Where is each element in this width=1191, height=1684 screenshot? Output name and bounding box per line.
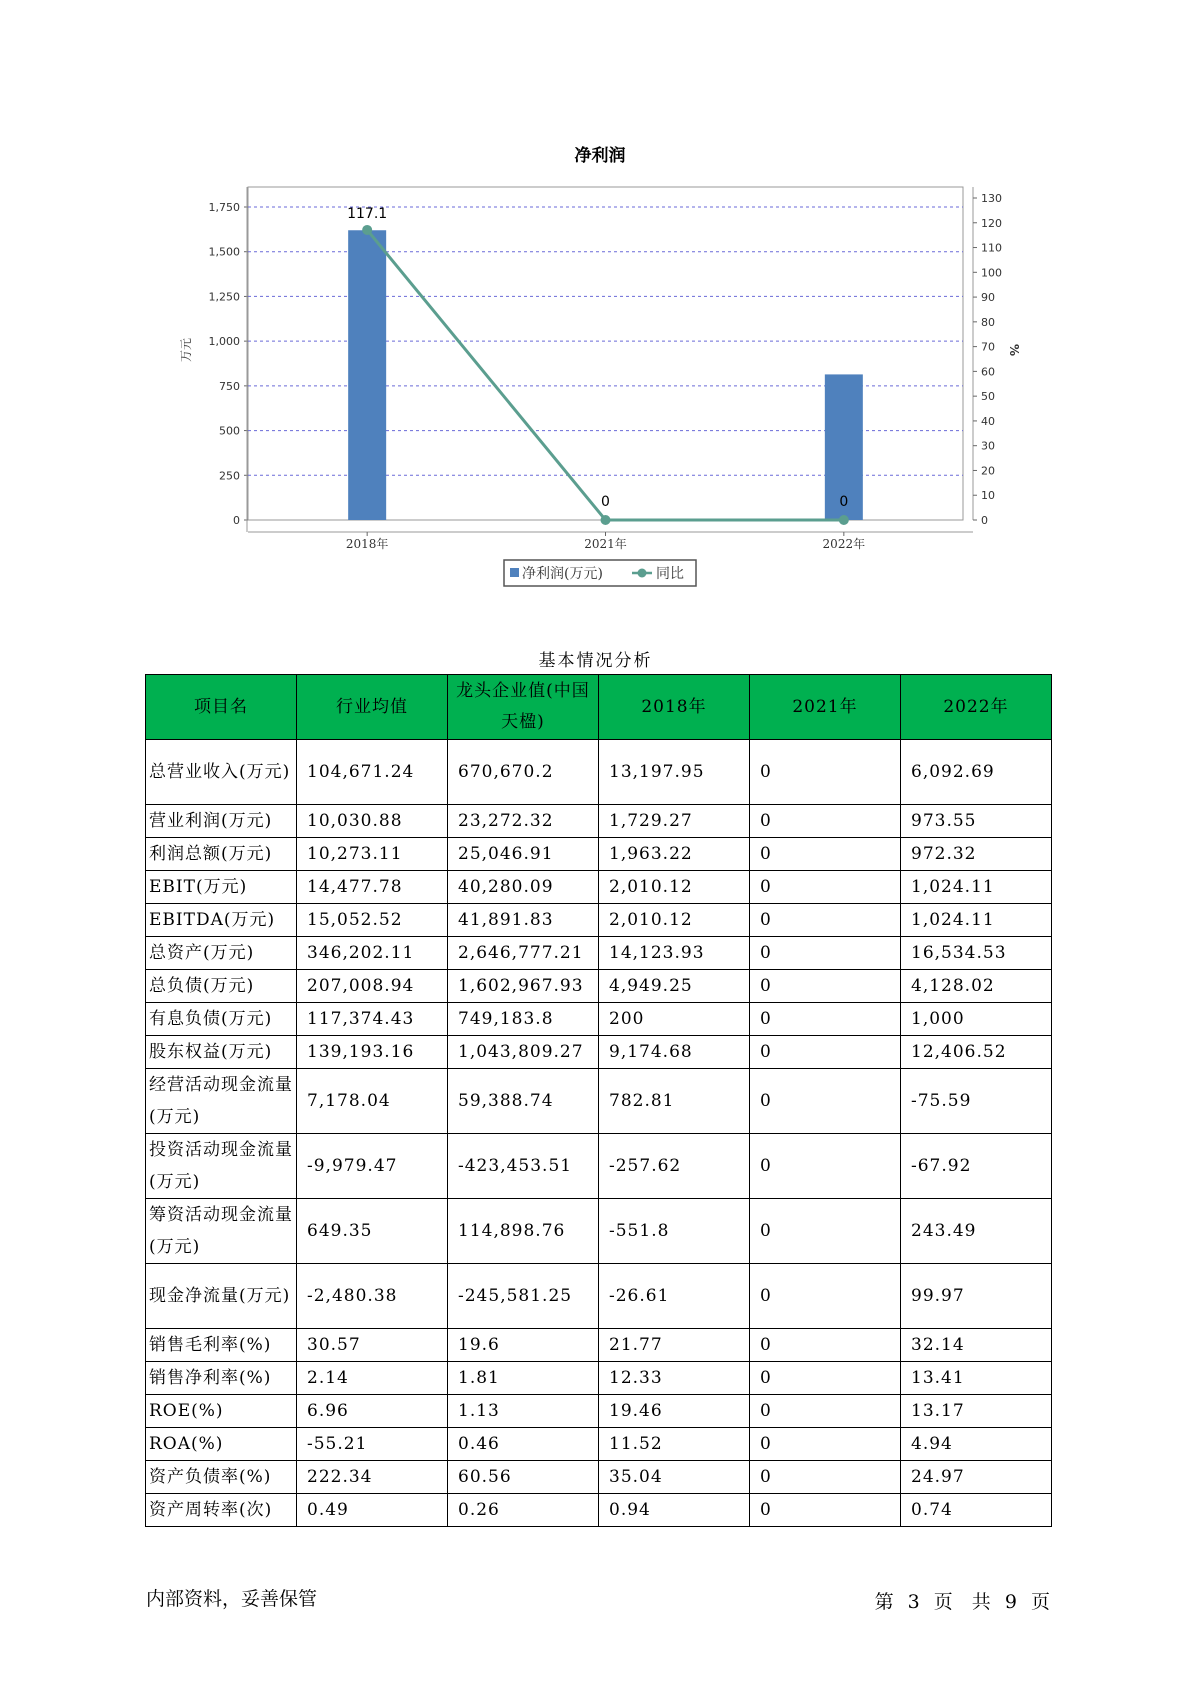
value-cell: 0.46 [448,1428,599,1461]
value-cell: 0 [750,1494,901,1527]
value-cell: 13.17 [901,1395,1052,1428]
y-tick-label: 500 [219,424,240,438]
value-cell: 0 [750,904,901,937]
value-cell: 2,010.12 [599,871,750,904]
value-cell: -26.61 [599,1264,750,1329]
value-cell: 2.14 [297,1362,448,1395]
page-prefix: 第 [874,1591,894,1613]
y-tick-label: 1,000 [208,335,240,349]
y2-tick-label: 50 [981,390,995,404]
value-cell: 59,388.74 [448,1069,599,1134]
table-row [146,838,1052,871]
value-cell: 0 [750,1362,901,1395]
value-cell: 21.77 [599,1329,750,1362]
value-cell: 12.33 [599,1362,750,1395]
table-row [146,937,1052,970]
table-header-cell: 行业均值 [297,675,448,740]
value-cell: 6.96 [297,1395,448,1428]
table-row [146,1428,1052,1461]
value-cell: 0.49 [297,1494,448,1527]
y-axis-label: 万元 [179,337,193,363]
y-tick-label: 1,500 [208,245,240,259]
row-label-cell: 筹资活动现金流量(万元) [146,1199,297,1264]
page-current: 3 [907,1591,920,1613]
y2-tick-label: 0 [981,514,988,527]
value-cell: 23,272.32 [448,805,599,838]
row-label-cell: 总营业收入(万元) [146,740,297,805]
row-label-cell: 投资活动现金流量(万元) [146,1134,297,1199]
table-row [146,1264,1052,1329]
value-cell: 1.81 [448,1362,599,1395]
row-label-cell: 总资产(万元) [146,937,297,970]
value-cell: 19.46 [599,1395,750,1428]
row-label-cell: 利润总额(万元) [146,838,297,871]
table-header-cell: 2018年 [599,675,750,740]
value-cell: 4.94 [901,1428,1052,1461]
y2-tick-label: 70 [981,340,995,354]
value-cell: 35.04 [599,1461,750,1494]
value-cell: 0 [750,1199,901,1264]
y-tick-label: 750 [219,379,240,393]
y2-tick-label: 100 [981,266,1002,280]
value-cell: 14,477.78 [297,871,448,904]
table-row [146,1494,1052,1527]
value-cell: -55.21 [297,1428,448,1461]
value-cell: 139,193.16 [297,1036,448,1069]
value-cell: 0.26 [448,1494,599,1527]
x-tick-label: 2021年 [584,537,627,551]
value-cell: 1,602,967.93 [448,970,599,1003]
value-cell: -245,581.25 [448,1264,599,1329]
yoy-line [367,230,844,520]
table-row [146,904,1052,937]
yoy-data-label: 0 [839,494,849,510]
table-header-cell: 2021年 [750,675,901,740]
value-cell: 2,010.12 [599,904,750,937]
value-cell: 16,534.53 [901,937,1052,970]
y2-tick-label: 60 [981,365,995,379]
y2-tick-label: 30 [981,439,995,453]
row-label-cell: 资产负债率(%) [146,1461,297,1494]
value-cell: 670,670.2 [448,740,599,805]
value-cell: 32.14 [901,1329,1052,1362]
table-row [146,1003,1052,1036]
y2-tick-label: 110 [981,241,1002,255]
table-header-cell: 项目名 [146,675,297,740]
row-label-cell: 总负债(万元) [146,970,297,1003]
row-label-cell: 营业利润(万元) [146,805,297,838]
value-cell: 1,024.11 [901,871,1052,904]
table-header-cell: 2022年 [901,675,1052,740]
row-label-cell: 经营活动现金流量(万元) [146,1069,297,1134]
value-cell: 200 [599,1003,750,1036]
chart-legend [504,560,696,586]
value-cell: -67.92 [901,1134,1052,1199]
value-cell: 0 [750,871,901,904]
y2-tick-label: 10 [981,489,995,503]
bar [348,230,386,520]
table-header-cell: 龙头企业值(中国天楹) [448,675,599,740]
value-cell: 104,671.24 [297,740,448,805]
value-cell: 40,280.09 [448,871,599,904]
value-cell: 0 [750,1036,901,1069]
value-cell: 1,729.27 [599,805,750,838]
value-cell: 0 [750,805,901,838]
value-cell: -9,979.47 [297,1134,448,1199]
value-cell: 13.41 [901,1362,1052,1395]
value-cell: 4,128.02 [901,970,1052,1003]
table-row [146,1036,1052,1069]
legend-bar-swatch [510,568,519,577]
value-cell: 1,000 [901,1003,1052,1036]
value-cell: 972.32 [901,838,1052,871]
chart-title: 净利润 [574,146,626,166]
table-title: 基本情况分析 [538,651,653,671]
table-row [146,1395,1052,1428]
value-cell: 25,046.91 [448,838,599,871]
value-cell: 11.52 [599,1428,750,1461]
footer-confidential-note: 内部资料，妥善保管 [146,1588,318,1610]
y-tick-label: 0 [233,514,240,527]
yoy-data-label: 117.1 [347,205,388,222]
y2-axis-label: % [1007,343,1021,357]
y2-tick-label: 20 [981,464,995,478]
x-tick-label: 2022年 [822,537,866,551]
page-mid: 页 共 [933,1591,991,1613]
value-cell: 973.55 [901,805,1052,838]
table-row [146,740,1052,805]
value-cell: 1.13 [448,1395,599,1428]
y-tick-label: 1,750 [208,201,240,214]
yoy-point [601,515,611,525]
value-cell: 0.74 [901,1494,1052,1527]
value-cell: 7,178.04 [297,1069,448,1134]
net-profit-chart [0,0,1191,600]
value-cell: 114,898.76 [448,1199,599,1264]
value-cell: 0 [750,1395,901,1428]
value-cell: 19.6 [448,1329,599,1362]
table-row [146,1362,1052,1395]
row-label-cell: 销售净利率(%) [146,1362,297,1395]
row-label-cell: EBIT(万元) [146,871,297,904]
yoy-data-label: 0 [601,494,610,510]
row-label-cell: 股东权益(万元) [146,1036,297,1069]
value-cell: 0 [750,1003,901,1036]
value-cell: 99.97 [901,1264,1052,1329]
value-cell: 782.81 [599,1069,750,1134]
row-label-cell: 有息负债(万元) [146,1003,297,1036]
y2-tick-label: 120 [981,216,1002,230]
table-row [146,1329,1052,1362]
value-cell: 649.35 [297,1199,448,1264]
value-cell: 0 [750,1134,901,1199]
value-cell: 4,949.25 [599,970,750,1003]
value-cell: 0 [750,1428,901,1461]
value-cell: 0 [750,838,901,871]
yoy-point [362,225,372,235]
value-cell: 0 [750,1329,901,1362]
y2-tick-label: 130 [981,192,1002,205]
value-cell: 0 [750,970,901,1003]
value-cell: 13,197.95 [599,740,750,805]
row-label-cell: 资产周转率(次) [146,1494,297,1527]
yoy-point [839,515,849,525]
table-row [146,1134,1052,1199]
table-header-row [146,675,1052,740]
value-cell: 15,052.52 [297,904,448,937]
value-cell: 222.34 [297,1461,448,1494]
value-cell: 0 [750,1461,901,1494]
x-tick-label: 2018年 [345,537,389,551]
value-cell: 30.57 [297,1329,448,1362]
value-cell: 0 [750,937,901,970]
row-label-cell: ROE(%) [146,1395,297,1428]
table-row [146,1069,1052,1134]
y-tick-label: 1,250 [208,290,240,304]
value-cell: 9,174.68 [599,1036,750,1069]
plot-area [209,187,1003,551]
value-cell: -423,453.51 [448,1134,599,1199]
table-row [146,970,1052,1003]
legend-line-marker [638,569,647,578]
value-cell: -2,480.38 [297,1264,448,1329]
value-cell: -75.59 [901,1069,1052,1134]
value-cell: 6,092.69 [901,740,1052,805]
value-cell: 10,030.88 [297,805,448,838]
page-total: 9 [1004,1591,1017,1613]
table-row [146,805,1052,838]
value-cell: 12,406.52 [901,1036,1052,1069]
value-cell: 1,043,809.27 [448,1036,599,1069]
value-cell: 24.97 [901,1461,1052,1494]
table-row [146,871,1052,904]
value-cell: -551.8 [599,1199,750,1264]
value-cell: 0 [750,1069,901,1134]
legend-bar-label: 净利润(万元) [522,566,603,582]
value-cell: 14,123.93 [599,937,750,970]
y2-tick-label: 90 [981,291,995,305]
value-cell: 207,008.94 [297,970,448,1003]
analysis-table [145,674,1052,1527]
value-cell: 1,963.22 [599,838,750,871]
value-cell: 60.56 [448,1461,599,1494]
legend-line-label: 同比 [656,566,684,582]
y2-tick-label: 40 [981,414,995,428]
row-label-cell: ROA(%) [146,1428,297,1461]
table-row [146,1461,1052,1494]
row-label-cell: 销售毛利率(%) [146,1329,297,1362]
value-cell: 1,024.11 [901,904,1052,937]
value-cell: 243.49 [901,1199,1052,1264]
row-label-cell: 现金净流量(万元) [146,1264,297,1329]
value-cell: 749,183.8 [448,1003,599,1036]
value-cell: 0.94 [599,1494,750,1527]
row-label-cell: EBITDA(万元) [146,904,297,937]
value-cell: 2,646,777.21 [448,937,599,970]
value-cell: -257.62 [599,1134,750,1199]
value-cell: 0 [750,740,901,805]
y2-tick-label: 80 [981,315,995,329]
page-suffix: 页 [1030,1591,1050,1613]
table-row [146,1199,1052,1264]
value-cell: 117,374.43 [297,1003,448,1036]
value-cell: 346,202.11 [297,937,448,970]
value-cell: 0 [750,1264,901,1329]
y-tick-label: 250 [219,469,240,483]
value-cell: 10,273.11 [297,838,448,871]
value-cell: 41,891.83 [448,904,599,937]
footer-page-number [875,1587,1050,1614]
